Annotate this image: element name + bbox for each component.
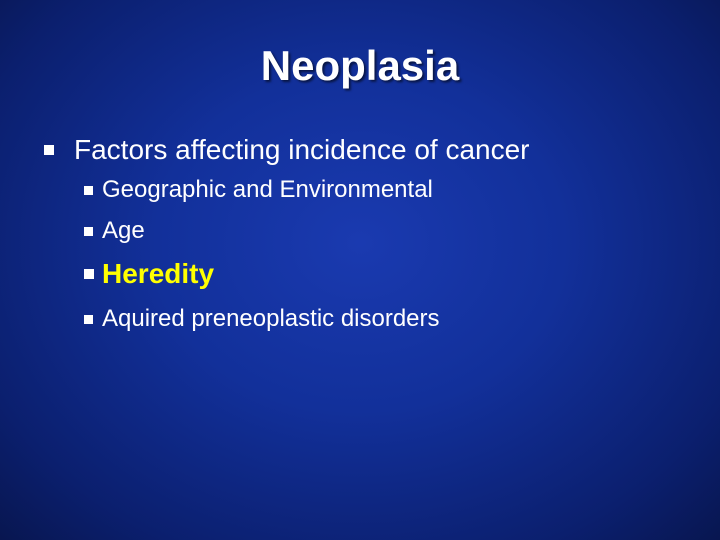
- square-bullet-icon: [44, 145, 54, 155]
- sub-bullet-text: Age: [102, 217, 145, 244]
- square-bullet-icon: [84, 269, 94, 279]
- slide-title: Neoplasia: [260, 42, 460, 89]
- sub-bullet-heredity: [84, 258, 214, 290]
- sub-bullet-preneoplastic: [84, 305, 440, 333]
- main-bullet: [44, 134, 530, 166]
- main-bullet-text: Factors affecting incidence of cancer: [74, 134, 530, 165]
- sub-bullet-text: Aquired preneoplastic disorders: [102, 305, 440, 332]
- square-bullet-icon: [84, 315, 93, 324]
- square-bullet-icon: [84, 227, 93, 236]
- sub-bullet-geographic: [84, 176, 433, 204]
- square-bullet-icon: [84, 186, 93, 195]
- sub-bullet-text: Geographic and Environmental: [102, 176, 433, 203]
- sub-bullet-age: [84, 217, 145, 245]
- sub-bullet-text-highlighted: Heredity: [102, 258, 215, 289]
